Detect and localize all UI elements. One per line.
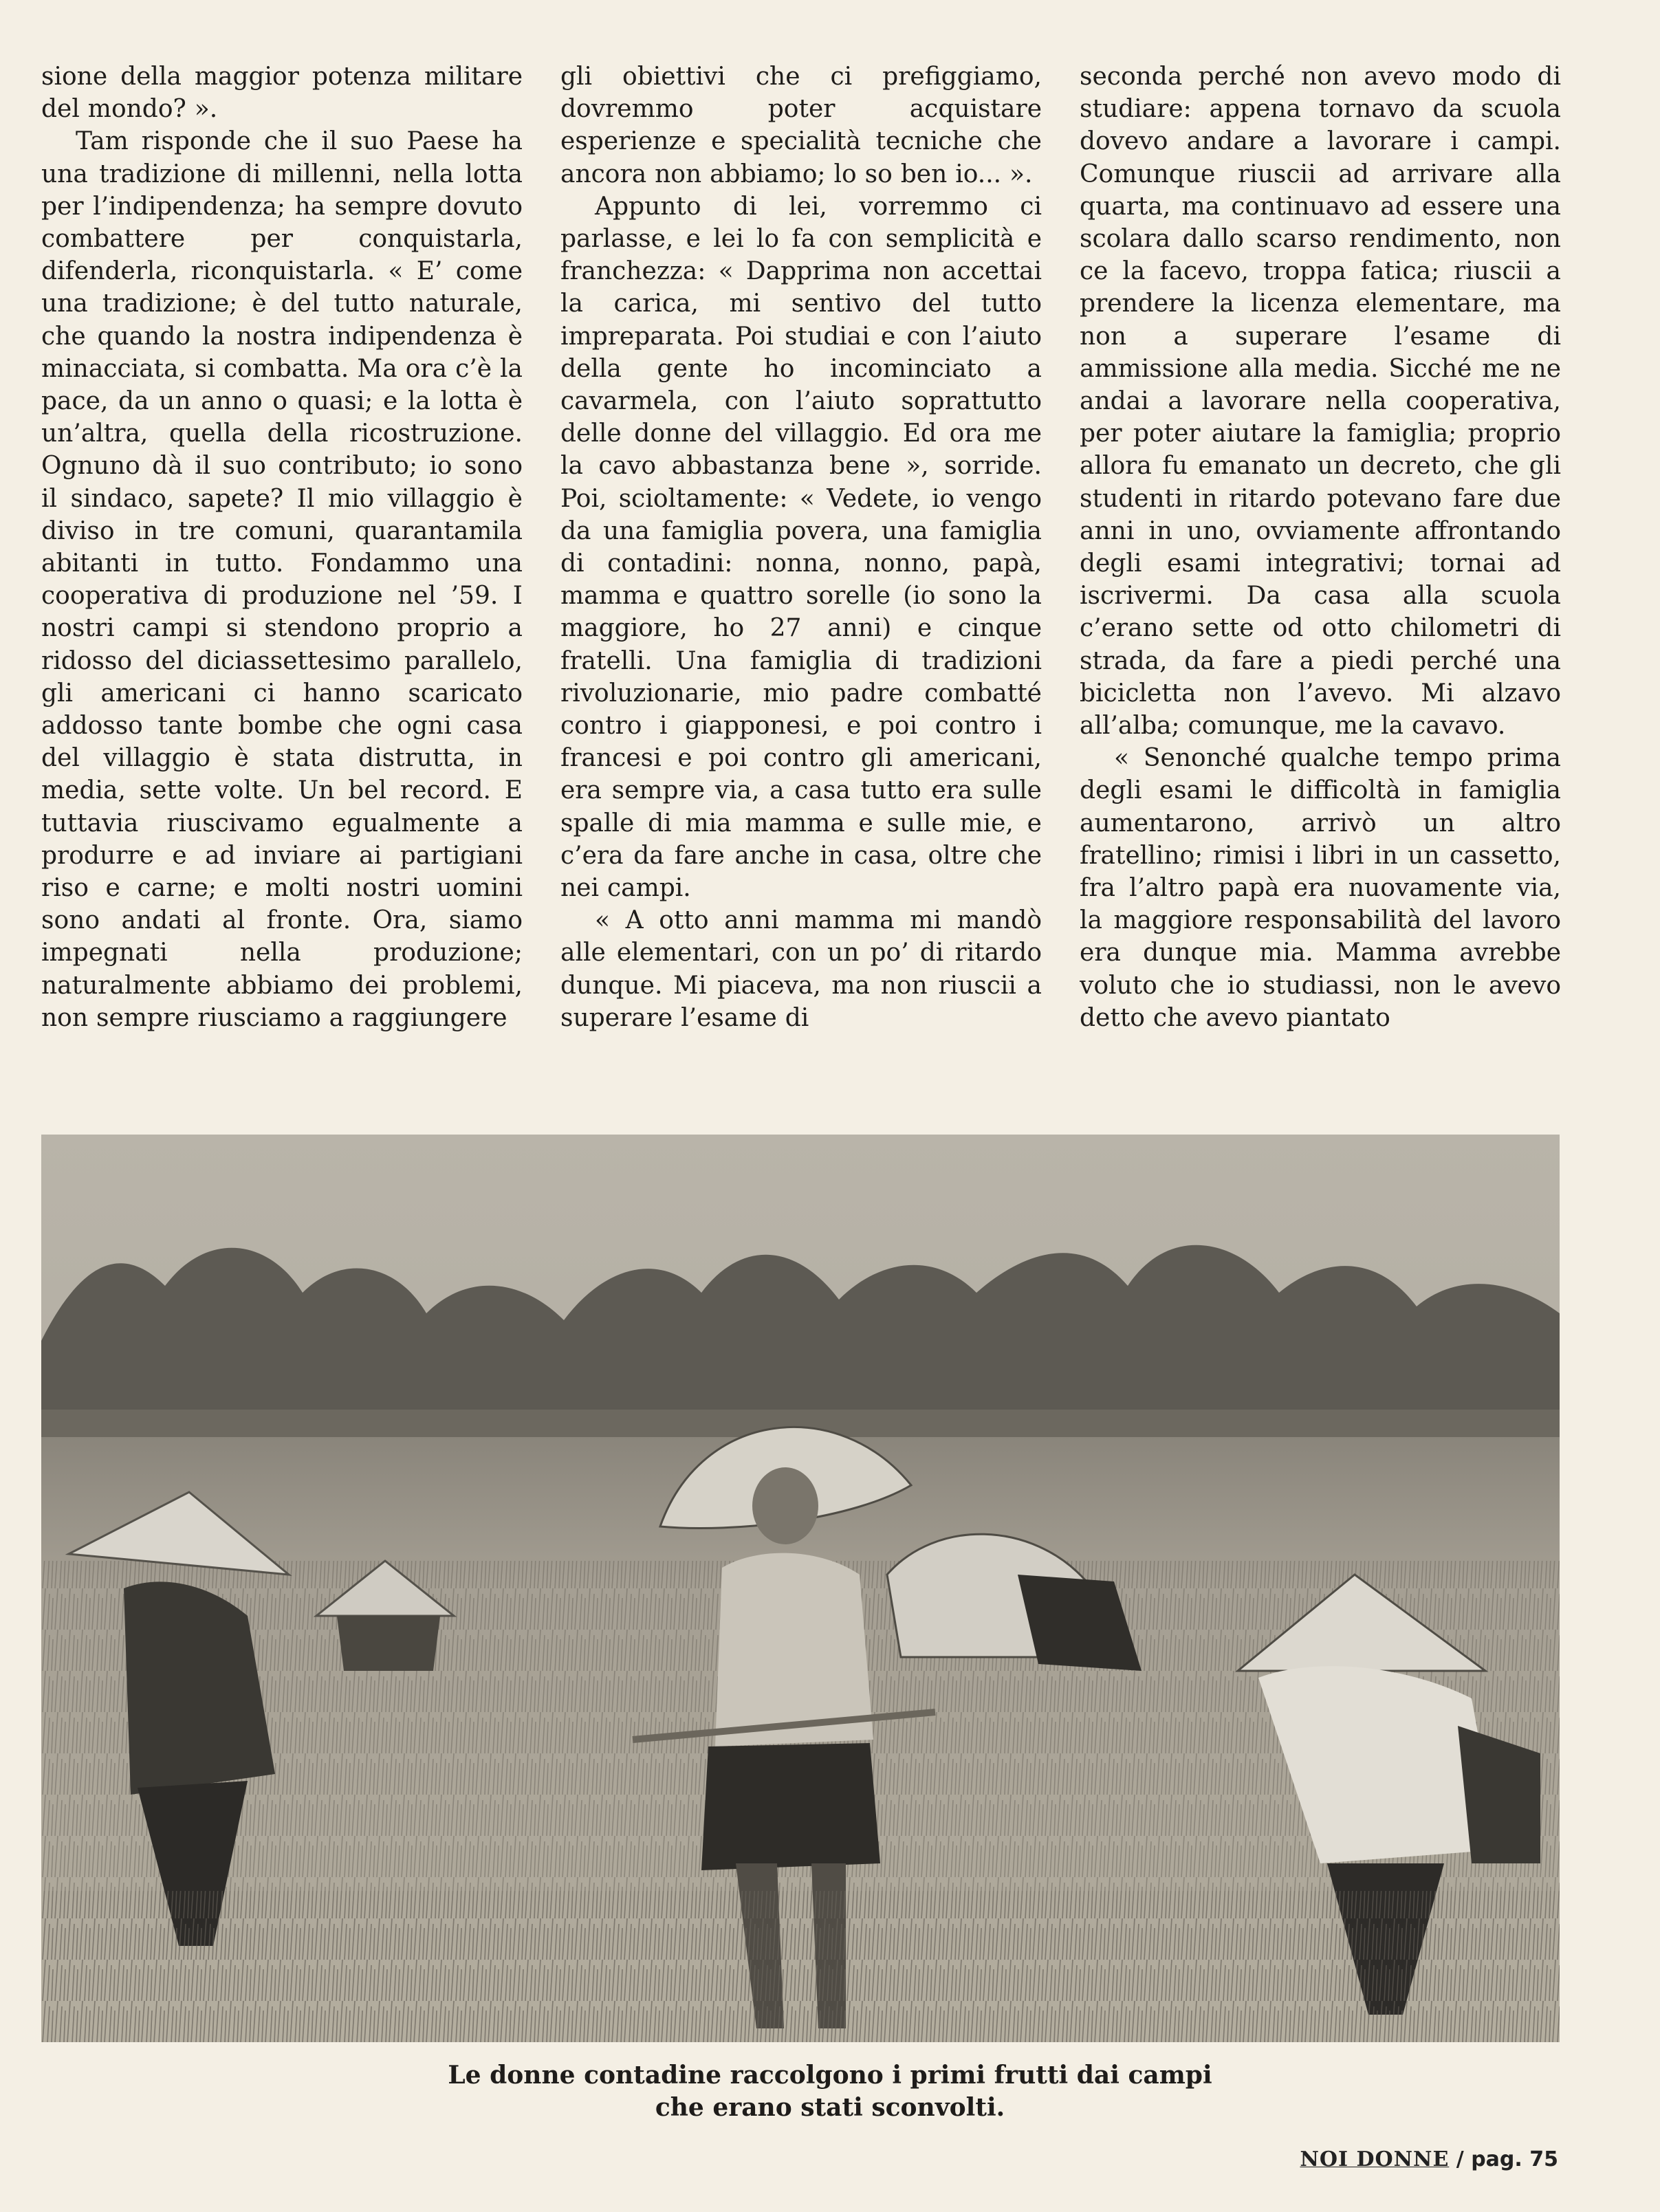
page-number: pag. 75 xyxy=(1471,2147,1558,2171)
article-paragraph: sione della maggior potenza militare del mondo? ». xyxy=(41,63,523,124)
article-column-1 xyxy=(41,61,523,1133)
article-body xyxy=(41,61,1568,1133)
rice-harvest-illustration xyxy=(41,1135,1560,2042)
article-paragraph: Appunto di lei, vorremmo ci parlasse, e lei lo fa con semplicità e franchezza: « Dapprima non accettai la carica, mi sentivo del tutto impreparata. Poi studiai e con l’aiuto della gente ho incominciato a cavarmela, con l’aiuto soprattutto delle donne del villaggio. Ed ora me la cavo abbastanza bene », sorride. Poi, scioltamente: « Vedete, io vengo da una famiglia povera, una famiglia di contadini: nonna, nonno, papà, mamma e quattro sorelle (io sono la maggiore, ho 27 anni) e cinque fratelli. Una famiglia di tradizioni rivoluzionarie, mio padre combatté contro i giapponesi, e poi contro i francesi e poi contro gli americani, era sempre via, a casa tutto era sulle spalle di mia mamma e sulle mie, e c’era da fare anche in casa, oltre che nei campi. xyxy=(560,192,1042,903)
page-footer xyxy=(1300,2147,1558,2171)
article-paragraph: Tam risponde che il suo Paese ha una tradizione di millenni, nella lotta per l’indipendenza; ha sempre dovuto combattere per conquistarla, difenderla, riconquistarla. « E’ come una tradizione; è del tutto naturale, che quando la nostra indipendenza è minacciata, si combatta. Ma ora c’è la pace, da un anno o quasi; e la lotta è un’altra, quella della ricostruzione. Ognuno dà il suo contributo; io sono il sindaco, sapete? Il mio villaggio è diviso in tre comuni, quarantamila abitanti in tutto. Fondammo una cooperativa di produzione nel ’59. I nostri campi si stendono proprio a ridosso del diciassettesimo parallelo, gli americani ci hanno scaricato addosso tante bombe che ogni casa del villaggio è stata distrutta, in media, sette volte. Un bel record. E tuttavia riuscivamo egualmente a produrre e ad inviare ai partigiani riso e carne; e molti nostri uomini sono andati al fronte. Ora, siamo impegnati nella produzione; naturalmente abbiamo dei problemi, non sempre riusciamo a raggiungere xyxy=(41,127,523,1032)
article-paragraph: « A otto anni mamma mi mandò alle elementari, con un po’ di ritardo dunque. Mi piaceva, ma non riuscii a superare l’esame di xyxy=(560,906,1042,1032)
photo-caption xyxy=(0,2059,1660,2124)
caption-line-2: che erano stati sconvolti. xyxy=(655,2093,1005,2122)
article-column-3 xyxy=(1080,61,1561,1133)
footer-separator: / xyxy=(1456,2147,1464,2171)
article-paragraph: « Senonché qualche tempo prima degli esami le difficoltà in famiglia aumentarono, arrivò un altro fratellino; rimisi i libri in un cassetto, fra l’altro papà era nuovamente via, la maggiore responsabilità del lavoro era dunque mia. Mamma avrebbe voluto che io studiassi, non le avevo detto che avevo piantato xyxy=(1080,744,1561,1032)
article-paragraph: gli obiettivi che ci prefiggiamo, dovremmo poter acquistare esperienze e specialità tecniche che ancora non abbiamo; lo so ben io... ». xyxy=(560,63,1042,188)
article-column-2 xyxy=(560,61,1042,1133)
caption-line-1: Le donne contadine raccolgono i primi frutti dai campi xyxy=(448,2061,1212,2090)
rice-field-photo xyxy=(41,1135,1560,2042)
article-paragraph: seconda perché non avevo modo di studiare: appena tornavo da scuola dovevo andare a lavorare i campi. Comunque riuscii ad arrivare alla quarta, ma continuavo ad essere una scolara dallo scarso rendimento, non ce la facevo, troppa fatica; riuscii a prendere la licenza elementare, ma non a superare l’esame di ammissione alla media. Sicché me ne andai a lavorare nella cooperativa, per poter aiutare la famiglia; proprio allora fu emanato un decreto, che gli studenti in ritardo potevano fare due anni in uno, ovviamente affrontando degli esami integrativi; tornai ad iscrivermi. Da casa alla scuola c’erano sette od otto chilometri di strada, da fare a piedi perché una bicicletta non l’avevo. Mi alzavo all’alba; comunque, me la cavavo. xyxy=(1080,63,1561,741)
magazine-name: NOI DONNE xyxy=(1300,2147,1450,2171)
